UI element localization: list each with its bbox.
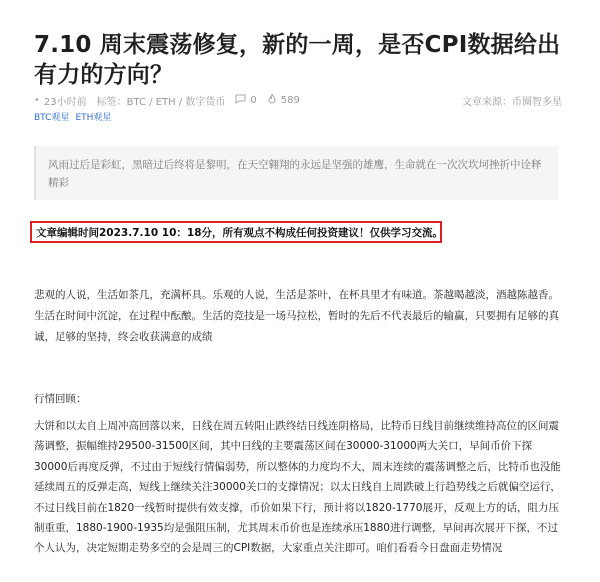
like-count[interactable] [267, 93, 300, 107]
comment-icon [235, 94, 246, 107]
tags-label-text: 标签：BTC / ETH / 数字货币 [96, 96, 226, 108]
topic-tags [34, 110, 117, 123]
fire-icon [267, 93, 277, 107]
publish-time [34, 93, 87, 108]
article-meta [34, 92, 562, 108]
article-source: 文章来源：币圈智多星 [462, 96, 562, 108]
topic-tag-eth[interactable]: ETH观星 [75, 113, 112, 123]
section-heading-market-review: 行情回顾： [34, 393, 87, 405]
paragraph-market-review: 大饼和以太自上周冲高回落以来，日线在周五转阳止跌终结日线连阴格局，比特币日线目前继续维持高位的区间震荡调整，振幅维持29500-31500区间，其中日线的主要震荡区间在30000-31000两大关口，早间币价下探30000后再度反弹，不过由于短线行情偏弱势，所以整体的力度均不大，周末连续的震荡调整之后，比特币也没能延续周五的反弹走高，短线上继续关注30000关口的支撑情况；以太日线自上周跌破上行趋势线之后就偏空运行，不过日线目前在1820一线暂时提供有效支撑，币价如果下行，预计将以1820-1770展开，反观上方的话，阻力压制重重，1880-1900-1935均是强阻压制，尤其周末币价也是连续承压1880进行调整，早间再次展开下探，不过个人认为，决定短期走势多空的会是周三的CPI数据，大家重点关注即可。咱们看看今日盘面走势情况 [34, 420, 561, 555]
publish-time-text: 23小时前 [43, 96, 87, 108]
article-summary: 风雨过后是彩虹，黑暗过后终将是黎明，在天空翱翔的永远是坚强的雄鹰，生命就在一次次坎坷挫折中诠释精彩 [34, 146, 558, 200]
article-title: 7.10 周末震荡修复，新的一周，是否CPI数据给出有力的方向？ [34, 32, 561, 88]
like-count-text: 589 [280, 94, 300, 106]
comment-count-text: 0 [250, 94, 257, 106]
comment-count[interactable] [235, 94, 256, 107]
article-tags-label [97, 93, 226, 108]
time-dot-icon: • [34, 94, 40, 106]
topic-tag-btc[interactable]: BTC观星 [34, 113, 70, 123]
paragraph-intro: 悲观的人说，生活如茶几，充满杯具。乐观的人说，生活是茶叶，在杯具里才有味道。茶越喝越淡，酒越陈越香。生活在时间中沉淀，在过程中酝酿。生活的竞技是一场马拉松，暂时的先后不代表最后的输赢，只要拥有足够的真诚，足够的坚持，终会收获满意的成绩 [34, 289, 559, 343]
edit-time-notice: 文章编辑时间2023.7.10 10：18分，所有观点不构成任何投资建议！仅供学习交流。 [30, 221, 442, 243]
